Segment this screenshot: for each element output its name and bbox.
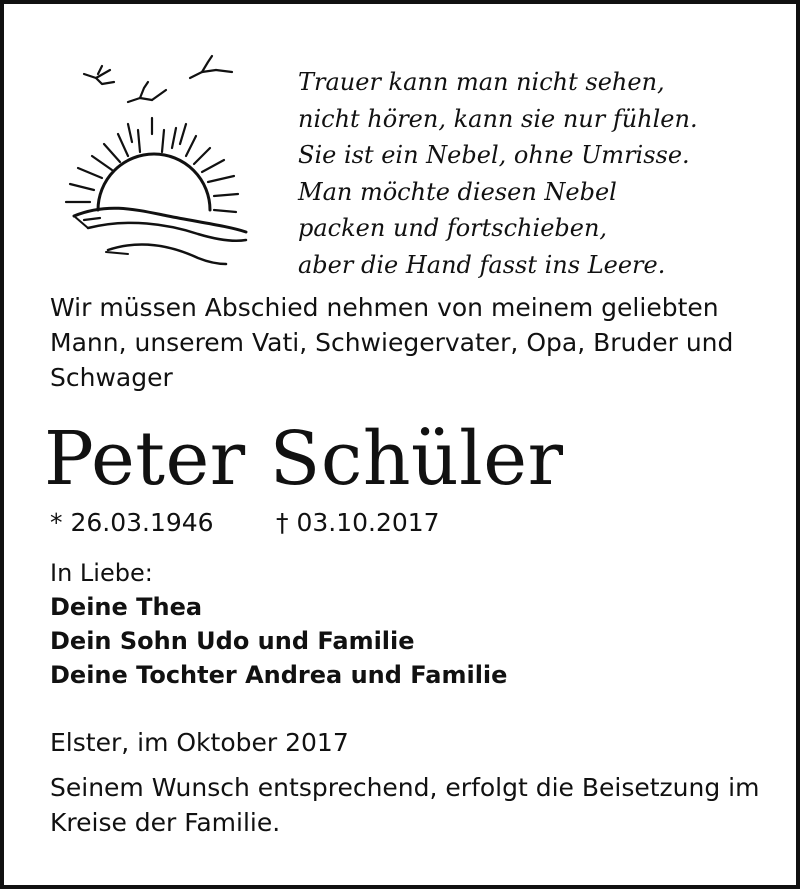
intro-text: Wir müssen Abschied nehmen von meinem geliebten Mann, unserem Vati, Schwiegervater, Opa, Bruder und Schwager bbox=[50, 293, 734, 392]
poem-line: Sie ist ein Nebel, ohne Umrisse. bbox=[298, 141, 690, 169]
bird-right-icon bbox=[190, 56, 232, 78]
poem-line: Trauer kann man nicht sehen, bbox=[298, 68, 665, 96]
birds-over-sunset-icon bbox=[48, 44, 258, 279]
poem-line: packen und fortschieben, bbox=[298, 214, 608, 242]
mourner-name: Dein Sohn Udo und Familie bbox=[50, 627, 415, 655]
place-date: Elster, im Oktober 2017 bbox=[50, 728, 349, 757]
death-date: † 03.10.2017 bbox=[276, 508, 440, 537]
poem-line: aber die Hand fasst ins Leere. bbox=[298, 250, 666, 279]
mourner-name: Deine Tochter Andrea und Familie bbox=[50, 661, 508, 689]
mourners-heading: In Liebe: bbox=[50, 559, 153, 587]
poem-line: Man möchte diesen Nebel bbox=[298, 177, 617, 206]
poem-line: nicht hören, kann sie nur fühlen. bbox=[298, 104, 698, 133]
bird-middle-icon bbox=[128, 82, 166, 102]
bird-left-icon bbox=[84, 66, 114, 84]
mourner-name: Deine Thea bbox=[50, 593, 203, 621]
birth-date: * 26.03.1946 bbox=[50, 508, 214, 537]
mourners bbox=[50, 556, 507, 692]
poem bbox=[298, 64, 698, 283]
funeral-note: Seinem Wunsch entsprechend, erfolgt die Beisetzung im Kreise der Familie. bbox=[50, 773, 760, 837]
deceased-name: Peter Schüler bbox=[44, 416, 564, 502]
